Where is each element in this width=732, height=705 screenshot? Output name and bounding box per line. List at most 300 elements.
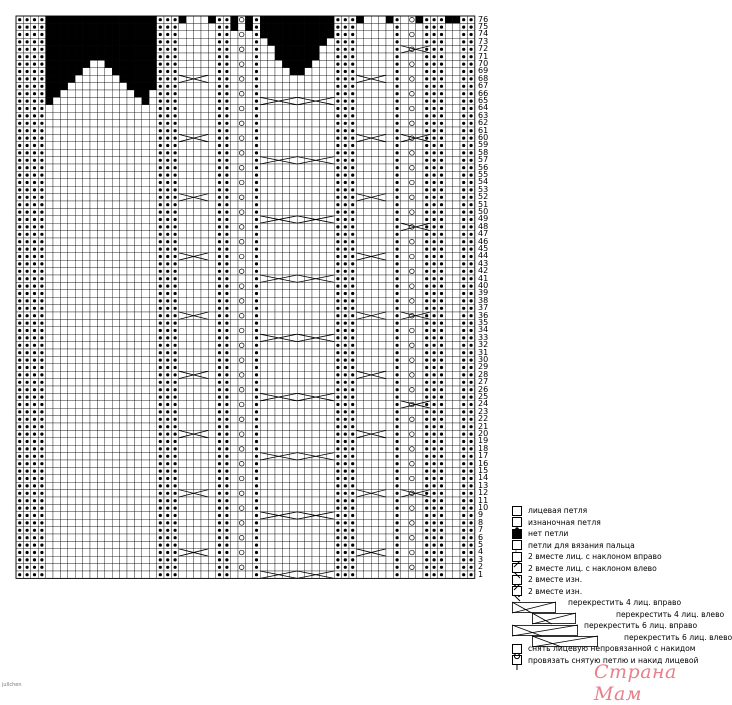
stitch-cell — [120, 142, 127, 149]
purl-dot — [351, 329, 354, 332]
stitch-cell — [149, 416, 156, 423]
stitch-cell — [445, 282, 452, 289]
purl-dot — [255, 26, 258, 29]
stitch-cell — [60, 438, 67, 445]
stitch-cell — [68, 312, 75, 319]
purl-dot — [33, 381, 36, 384]
stitch-cell — [268, 379, 275, 386]
purl-dot — [166, 359, 169, 362]
purl-dot — [225, 292, 228, 295]
purl-dot — [470, 40, 473, 43]
stitch-cell — [356, 127, 363, 134]
stitch-cell — [312, 290, 319, 297]
purl-dot — [40, 262, 43, 265]
stitch-cell — [179, 438, 186, 445]
stitch-cell — [297, 401, 304, 408]
stitch-cell — [379, 282, 386, 289]
stitch-cell — [305, 327, 312, 334]
stitch-cell — [268, 216, 275, 223]
purl-dot — [159, 425, 162, 428]
stitch-cell — [401, 453, 408, 460]
purl-dot — [166, 373, 169, 376]
stitch-cell — [127, 297, 134, 304]
stitch-cell — [90, 157, 97, 164]
stitch-cell — [364, 416, 371, 423]
stitch-cell — [90, 356, 97, 363]
stitch-cell — [201, 68, 208, 75]
stitch-cell — [386, 408, 393, 415]
stitch-cell — [268, 371, 275, 378]
stitch-cell — [386, 127, 393, 134]
purl-dot — [425, 255, 428, 258]
no-stitch-cell — [290, 60, 297, 67]
stitch-cell — [305, 253, 312, 260]
stitch-cell — [90, 416, 97, 423]
stitch-cell — [453, 393, 460, 400]
purl-dot — [174, 396, 177, 399]
purl-dot — [344, 366, 347, 369]
no-stitch-cell — [327, 23, 334, 30]
stitch-cell — [305, 201, 312, 208]
stitch-cell — [379, 416, 386, 423]
no-stitch-cell — [53, 46, 60, 53]
stitch-cell — [305, 186, 312, 193]
purl-dot — [462, 381, 465, 384]
purl-dot — [336, 336, 339, 339]
stitch-cell — [453, 201, 460, 208]
purl-dot — [218, 285, 221, 288]
stitch-cell — [268, 238, 275, 245]
no-stitch-cell — [142, 90, 149, 97]
purl-dot — [462, 137, 465, 140]
stitch-cell — [75, 97, 82, 104]
no-stitch-cell — [53, 83, 60, 90]
stitch-cell — [305, 356, 312, 363]
purl-dot — [470, 240, 473, 243]
stitch-cell — [238, 438, 245, 445]
stitch-cell — [134, 208, 141, 215]
purl-dot — [18, 211, 21, 214]
stitch-cell — [134, 149, 141, 156]
stitch-cell — [282, 112, 289, 119]
stitch-cell — [105, 268, 112, 275]
stitch-cell — [268, 312, 275, 319]
stitch-cell — [305, 149, 312, 156]
stitch-cell — [90, 319, 97, 326]
purl-dot — [159, 26, 162, 29]
purl-dot — [40, 418, 43, 421]
stitch-cell — [201, 327, 208, 334]
stitch-cell — [75, 416, 82, 423]
purl-dot — [336, 418, 339, 421]
stitch-cell — [319, 260, 326, 267]
stitch-cell — [75, 112, 82, 119]
no-stitch-cell — [245, 16, 252, 23]
stitch-cell — [142, 327, 149, 334]
purl-dot — [351, 270, 354, 273]
stitch-cell — [275, 408, 282, 415]
stitch-cell — [105, 142, 112, 149]
stitch-cell — [179, 90, 186, 97]
stitch-cell — [149, 342, 156, 349]
stitch-cell — [312, 445, 319, 452]
stitch-cell — [290, 460, 297, 467]
stitch-cell — [268, 356, 275, 363]
stitch-cell — [245, 371, 252, 378]
no-stitch-cell — [290, 46, 297, 53]
stitch-cell — [282, 356, 289, 363]
stitch-cell — [105, 305, 112, 312]
stitch-cell — [364, 356, 371, 363]
stitch-cell — [134, 105, 141, 112]
stitch-cell — [90, 245, 97, 252]
stitch-cell — [201, 16, 208, 23]
purl-dot — [225, 211, 228, 214]
purl-dot — [462, 455, 465, 458]
stitch-cell — [379, 223, 386, 230]
stitch-cell — [386, 223, 393, 230]
purl-dot — [433, 129, 436, 132]
stitch-cell — [260, 416, 267, 423]
stitch-cell — [416, 349, 423, 356]
stitch-cell — [282, 349, 289, 356]
stitch-cell — [356, 31, 363, 38]
stitch-cell — [371, 268, 378, 275]
purl-dot — [255, 285, 258, 288]
stitch-cell — [75, 379, 82, 386]
stitch-cell — [142, 430, 149, 437]
stitch-cell — [408, 201, 415, 208]
stitch-cell — [445, 31, 452, 38]
stitch-cell — [231, 356, 238, 363]
stitch-cell — [201, 438, 208, 445]
stitch-cell — [60, 379, 67, 386]
purl-dot — [33, 314, 36, 317]
stitch-cell — [142, 290, 149, 297]
purl-dot — [26, 151, 29, 154]
stitch-cell — [231, 371, 238, 378]
purl-dot — [26, 447, 29, 450]
stitch-cell — [127, 453, 134, 460]
purl-dot — [159, 240, 162, 243]
purl-dot — [470, 181, 473, 184]
purl-dot — [425, 122, 428, 125]
stitch-cell — [90, 312, 97, 319]
stitch-cell — [371, 260, 378, 267]
stitch-cell — [68, 438, 75, 445]
purl-dot — [336, 100, 339, 103]
no-stitch-cell — [46, 46, 53, 53]
no-stitch-cell — [134, 53, 141, 60]
purl-dot — [218, 100, 221, 103]
stitch-cell — [194, 445, 201, 452]
stitch-cell — [364, 319, 371, 326]
stitch-cell — [127, 127, 134, 134]
stitch-cell — [312, 268, 319, 275]
stitch-cell — [408, 23, 415, 30]
stitch-cell — [445, 97, 452, 104]
stitch-cell — [364, 438, 371, 445]
stitch-cell — [319, 282, 326, 289]
purl-dot — [344, 240, 347, 243]
stitch-cell — [379, 231, 386, 238]
stitch-cell — [186, 142, 193, 149]
purl-dot — [351, 388, 354, 391]
stitch-cell — [245, 164, 252, 171]
stitch-cell — [134, 379, 141, 386]
stitch-cell — [401, 68, 408, 75]
stitch-cell — [127, 430, 134, 437]
stitch-cell — [356, 238, 363, 245]
stitch-cell — [127, 379, 134, 386]
stitch-cell — [149, 201, 156, 208]
stitch-cell — [75, 164, 82, 171]
purl-dot — [344, 18, 347, 21]
purl-dot — [159, 359, 162, 362]
stitch-cell — [149, 112, 156, 119]
purl-dot — [26, 396, 29, 399]
purl-dot — [433, 70, 436, 73]
stitch-cell — [149, 290, 156, 297]
stitch-cell — [268, 327, 275, 334]
purl-dot — [218, 114, 221, 117]
stitch-cell — [386, 216, 393, 223]
stitch-cell — [364, 305, 371, 312]
stitch-cell — [112, 423, 119, 430]
purl-dot — [159, 366, 162, 369]
stitch-cell — [90, 453, 97, 460]
purl-dot — [336, 410, 339, 413]
stitch-cell — [356, 349, 363, 356]
no-stitch-cell — [120, 16, 127, 23]
purl-dot — [440, 285, 443, 288]
purl-dot — [33, 233, 36, 236]
purl-dot — [218, 455, 221, 458]
no-stitch-cell — [97, 38, 104, 45]
stitch-cell — [46, 216, 53, 223]
stitch-cell — [112, 134, 119, 141]
no-stitch-cell — [134, 75, 141, 82]
stitch-cell — [46, 186, 53, 193]
purl-dot — [174, 403, 177, 406]
stitch-cell — [416, 275, 423, 282]
stitch-cell — [356, 356, 363, 363]
purl-dot — [174, 329, 177, 332]
stitch-cell — [149, 408, 156, 415]
stitch-cell — [105, 438, 112, 445]
stitch-cell — [120, 134, 127, 141]
purl-dot — [218, 373, 221, 376]
stitch-cell — [275, 290, 282, 297]
stitch-cell — [445, 245, 452, 252]
stitch-cell — [127, 231, 134, 238]
stitch-cell — [364, 460, 371, 467]
stitch-cell — [245, 97, 252, 104]
stitch-cell — [371, 245, 378, 252]
stitch-cell — [90, 275, 97, 282]
purl-dot — [396, 18, 399, 21]
stitch-cell — [238, 23, 245, 30]
purl-dot — [174, 307, 177, 310]
purl-dot — [174, 33, 177, 36]
stitch-cell — [75, 393, 82, 400]
stitch-cell — [401, 445, 408, 452]
stitch-cell — [231, 68, 238, 75]
stitch-cell — [245, 149, 252, 156]
stitch-cell — [401, 305, 408, 312]
stitch-cell — [312, 142, 319, 149]
purl-dot — [40, 92, 43, 95]
stitch-cell — [83, 364, 90, 371]
stitch-cell — [319, 319, 326, 326]
purl-dot — [396, 174, 399, 177]
no-stitch-cell — [297, 23, 304, 30]
stitch-cell — [127, 186, 134, 193]
stitch-cell — [53, 438, 60, 445]
purl-dot — [462, 218, 465, 221]
stitch-cell — [282, 386, 289, 393]
stitch-cell — [186, 90, 193, 97]
stitch-cell — [112, 238, 119, 245]
purl-dot — [26, 188, 29, 191]
stitch-cell — [97, 275, 104, 282]
stitch-cell — [112, 401, 119, 408]
purl-dot — [18, 188, 21, 191]
purl-dot — [174, 85, 177, 88]
stitch-cell — [238, 453, 245, 460]
purl-dot — [396, 322, 399, 325]
stitch-cell — [245, 134, 252, 141]
stitch-cell — [68, 127, 75, 134]
stitch-cell — [194, 290, 201, 297]
purl-dot — [26, 225, 29, 228]
stitch-cell — [120, 157, 127, 164]
stitch-cell — [445, 208, 452, 215]
stitch-cell — [194, 423, 201, 430]
stitch-cell — [356, 142, 363, 149]
stitch-cell — [319, 90, 326, 97]
stitch-cell — [231, 60, 238, 67]
stitch-cell — [53, 386, 60, 393]
purl-dot — [40, 307, 43, 310]
purl-dot — [344, 144, 347, 147]
stitch-cell — [201, 364, 208, 371]
purl-dot — [425, 77, 428, 80]
stitch-cell — [46, 364, 53, 371]
stitch-cell — [401, 268, 408, 275]
stitch-cell — [327, 460, 334, 467]
stitch-cell — [68, 453, 75, 460]
stitch-cell — [379, 386, 386, 393]
stitch-cell — [282, 186, 289, 193]
stitch-cell — [408, 423, 415, 430]
stitch-cell — [364, 216, 371, 223]
no-stitch-cell — [290, 16, 297, 23]
purl-dot — [159, 122, 162, 125]
stitch-cell — [260, 349, 267, 356]
purl-dot — [159, 181, 162, 184]
purl-dot — [166, 299, 169, 302]
stitch-cell — [120, 453, 127, 460]
stitch-cell — [356, 453, 363, 460]
no-stitch-cell — [60, 53, 67, 60]
stitch-cell — [260, 179, 267, 186]
stitch-cell — [364, 171, 371, 178]
no-stitch-cell — [179, 16, 186, 23]
stitch-cell — [275, 186, 282, 193]
stitch-cell — [90, 164, 97, 171]
purl-dot — [351, 137, 354, 140]
stitch-cell — [201, 356, 208, 363]
purl-dot — [225, 262, 228, 265]
stitch-cell — [208, 282, 215, 289]
stitch-cell — [245, 453, 252, 460]
purl-dot — [351, 248, 354, 251]
purl-dot — [159, 396, 162, 399]
stitch-cell — [142, 216, 149, 223]
purl-dot — [470, 151, 473, 154]
stitch-cell — [275, 245, 282, 252]
stitch-cell — [305, 90, 312, 97]
purl-dot — [336, 166, 339, 169]
stitch-cell — [238, 38, 245, 45]
stitch-cell — [75, 120, 82, 127]
stitch-cell — [112, 334, 119, 341]
purl-dot — [225, 188, 228, 191]
stitch-cell — [445, 342, 452, 349]
purl-dot — [218, 77, 221, 80]
purl-dot — [440, 359, 443, 362]
stitch-cell — [364, 238, 371, 245]
purl-dot — [344, 351, 347, 354]
stitch-cell — [290, 223, 297, 230]
stitch-cell — [179, 201, 186, 208]
purl-dot — [174, 188, 177, 191]
stitch-cell — [238, 68, 245, 75]
stitch-cell — [297, 120, 304, 127]
stitch-cell — [282, 334, 289, 341]
stitch-cell — [53, 342, 60, 349]
purl-dot — [470, 277, 473, 280]
stitch-cell — [275, 401, 282, 408]
purl-dot — [159, 248, 162, 251]
purl-dot — [33, 55, 36, 58]
no-stitch-cell — [134, 60, 141, 67]
purl-dot — [218, 55, 221, 58]
stitch-cell — [319, 68, 326, 75]
stitch-cell — [364, 260, 371, 267]
stitch-cell — [260, 290, 267, 297]
purl-dot — [40, 336, 43, 339]
stitch-cell — [401, 112, 408, 119]
stitch-cell — [90, 83, 97, 90]
stitch-cell — [208, 127, 215, 134]
stitch-cell — [268, 453, 275, 460]
no-stitch-cell — [127, 75, 134, 82]
stitch-cell — [371, 16, 378, 23]
purl-dot — [425, 159, 428, 162]
purl-dot — [26, 33, 29, 36]
purl-dot — [40, 85, 43, 88]
purl-dot — [33, 440, 36, 443]
stitch-cell — [319, 393, 326, 400]
stitch-cell — [416, 386, 423, 393]
stitch-cell — [142, 194, 149, 201]
purl-dot — [166, 225, 169, 228]
stitch-cell — [408, 127, 415, 134]
purl-dot — [462, 277, 465, 280]
purl-dot — [255, 322, 258, 325]
